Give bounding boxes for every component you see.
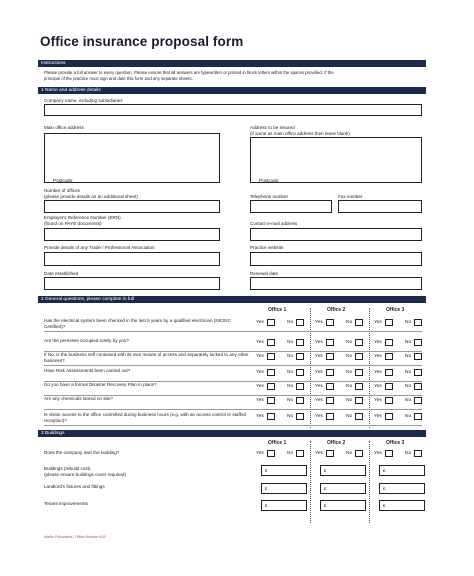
own-building-office-3-yes-label: Yes: [374, 451, 382, 456]
question-6-office-3-yes-checkbox[interactable]: [385, 397, 393, 404]
question-2-office-1-yes-checkbox[interactable]: [267, 339, 275, 346]
own-building-office-3-yes-checkbox[interactable]: [385, 450, 393, 457]
section-2-header: 2 General questions, please complete in full: [38, 296, 426, 303]
question-5-office-2-yes-checkbox[interactable]: [326, 383, 334, 390]
question-4-office-3-yes-checkbox[interactable]: [385, 369, 393, 376]
email-field[interactable]: [250, 228, 422, 241]
question-6-text: Are any chemicals stored on site?: [44, 396, 113, 401]
question-6-office-1-yes-checkbox[interactable]: [267, 397, 275, 404]
question-1-office-3-yes-checkbox[interactable]: [385, 319, 393, 326]
question-4-office-3-no-label: No: [405, 370, 412, 375]
question-3-office-3-no-label: No: [405, 354, 412, 359]
buildings-row-2-office-3-field[interactable]: [379, 483, 425, 494]
question-5-office-1-yes-label: Yes: [256, 384, 264, 389]
buildings-row-2-label: Landlord's fixtures and fittings: [44, 484, 105, 489]
question-6-office-2-no-label: No: [346, 398, 353, 403]
buildings-row-1-office-2-field[interactable]: [320, 465, 366, 476]
office-divider-1: [310, 308, 311, 428]
telephone-field[interactable]: [250, 200, 332, 213]
question-3-office-1-no-checkbox[interactable]: [296, 353, 304, 360]
question-3-office-2-yes-label: Yes: [315, 354, 323, 359]
question-6-office-2-no-checkbox[interactable]: [355, 397, 363, 404]
fax-label: Fax number: [338, 194, 363, 199]
currency-symbol: £: [265, 468, 268, 473]
question-7-office-2-yes-label: Yes: [315, 414, 323, 419]
question-4-office-2-yes-label: Yes: [315, 370, 323, 375]
own-building-office-1-yes-checkbox[interactable]: [267, 450, 275, 457]
question-1-rule: [44, 331, 422, 332]
section-3-office-2-header: Office 2: [327, 440, 346, 446]
trade-association-label: Provide details of any Trade / Professional Association: [44, 245, 155, 250]
ern-label: Employer's Reference Number (ERN): [44, 215, 121, 220]
question-4-office-2-no-checkbox[interactable]: [355, 369, 363, 376]
question-2-office-3-yes-label: Yes: [374, 340, 382, 345]
currency-symbol: £: [383, 486, 386, 491]
question-3-office-1-yes-label: Yes: [256, 354, 264, 359]
buildings-divider-1: [310, 441, 311, 523]
question-2-office-1-no-label: No: [287, 340, 294, 345]
buildings-row-1-office-3-field[interactable]: [379, 465, 425, 476]
office-divider-2: [369, 308, 370, 428]
main-office-postcode-label: Postcode:: [53, 178, 74, 183]
question-2-office-3-no-checkbox[interactable]: [414, 339, 422, 346]
ern-field[interactable]: [44, 228, 220, 241]
question-1-office-1-no-checkbox[interactable]: [296, 319, 304, 326]
question-3-office-1-yes-checkbox[interactable]: [267, 353, 275, 360]
question-5-text: Do you have a formal Disaster Recovery Plan in place?: [44, 382, 157, 387]
instructions-line-2: principal of the practice must sign and date this form and any separate sheets.: [44, 76, 193, 81]
question-5-office-2-no-checkbox[interactable]: [355, 383, 363, 390]
question-6-office-1-yes-label: Yes: [256, 398, 264, 403]
main-office-label: Main office address: [44, 125, 84, 130]
section-2-office-2-header: Office 2: [327, 307, 346, 313]
question-4-office-1-yes-checkbox[interactable]: [267, 369, 275, 376]
question-7-office-3-no-label: No: [405, 414, 412, 419]
question-1-office-2-no-checkbox[interactable]: [355, 319, 363, 326]
question-7-office-3-yes-checkbox[interactable]: [385, 413, 393, 420]
question-7-office-3-no-checkbox[interactable]: [414, 413, 422, 420]
buildings-row-2-office-1-field[interactable]: [261, 483, 307, 494]
question-3-office-3-yes-checkbox[interactable]: [385, 353, 393, 360]
question-7-office-1-yes-checkbox[interactable]: [267, 413, 275, 420]
fax-field[interactable]: [338, 200, 422, 213]
question-3-office-1-no-label: No: [287, 354, 294, 359]
buildings-row-1-office-1-field[interactable]: [261, 465, 307, 476]
question-5-office-3-yes-checkbox[interactable]: [385, 383, 393, 390]
question-1-office-1-no-label: No: [287, 320, 294, 325]
website-label: Practice website: [250, 245, 284, 250]
currency-symbol: £: [265, 486, 268, 491]
instructions-line-1: Please provide a full answer to every question. Please ensure that all answers are typewritten or printed in block letters within the spaces provided. If the: [44, 70, 334, 75]
question-3-office-2-no-checkbox[interactable]: [355, 353, 363, 360]
buildings-row-2-office-2-field[interactable]: [320, 483, 366, 494]
section-3-office-3-header: Office 3: [386, 440, 405, 446]
question-7-office-1-no-label: No: [287, 414, 294, 419]
section-1-header: 1 Name and address details: [38, 87, 426, 94]
question-4-office-3-yes-label: Yes: [374, 370, 382, 375]
question-5-office-1-yes-checkbox[interactable]: [267, 383, 275, 390]
own-building-question: Does the company own the building?: [44, 450, 120, 455]
question-6-office-3-no-label: No: [405, 398, 412, 403]
question-6-rule: [44, 409, 422, 410]
buildings-row-3-office-2-field[interactable]: [320, 500, 366, 511]
instructions-header: Instructions: [38, 60, 426, 67]
question-6-office-3-yes-label: Yes: [374, 398, 382, 403]
num-offices-note: (please provide details on an additional sheet): [44, 194, 138, 199]
question-7-office-1-yes-label: Yes: [256, 414, 264, 419]
address-insured-field[interactable]: [250, 137, 422, 183]
question-6-office-3-no-checkbox[interactable]: [414, 397, 422, 404]
main-office-address-field[interactable]: [44, 133, 220, 183]
section-2-office-3-header: Office 3: [386, 307, 405, 313]
own-building-office-2-no-label: No: [346, 451, 353, 456]
question-7-office-2-no-checkbox[interactable]: [355, 413, 363, 420]
own-building-office-2-no-checkbox[interactable]: [355, 450, 363, 457]
num-offices-label: Number of offices: [44, 188, 80, 193]
question-7-text: Is visitor access to the office controlled during business hours (e.g. with an access control or staffed reception)?: [44, 412, 247, 423]
question-2-office-2-yes-checkbox[interactable]: [326, 339, 334, 346]
question-4-office-1-yes-label: Yes: [256, 370, 264, 375]
num-offices-field[interactable]: [44, 200, 220, 213]
question-3-text: If No, is the business self contained with its own means of access and separately locked to any other business?: [44, 352, 249, 363]
question-5-office-1-no-label: No: [287, 384, 294, 389]
ern-note: (found on PAYE documents): [44, 221, 102, 226]
website-field[interactable]: [250, 252, 422, 266]
trade-association-field[interactable]: [44, 252, 220, 266]
date-established-field[interactable]: [44, 277, 220, 290]
question-1-office-1-yes-checkbox[interactable]: [267, 319, 275, 326]
question-5-office-3-yes-label: Yes: [374, 384, 382, 389]
question-7-office-2-yes-checkbox[interactable]: [326, 413, 334, 420]
question-1-office-1-yes-label: Yes: [256, 320, 264, 325]
question-1-office-2-yes-label: Yes: [315, 320, 323, 325]
question-5-office-1-no-checkbox[interactable]: [296, 383, 304, 390]
question-6-office-2-yes-label: Yes: [315, 398, 323, 403]
currency-symbol: £: [265, 503, 268, 508]
own-building-office-3-no-checkbox[interactable]: [414, 450, 422, 457]
buildings-row-3-office-1-field[interactable]: [261, 500, 307, 511]
question-6-office-1-no-checkbox[interactable]: [296, 397, 304, 404]
date-established-label: Date established: [44, 271, 79, 276]
currency-symbol: £: [324, 468, 327, 473]
question-4-office-1-no-label: No: [287, 370, 294, 375]
page-title: Office insurance proposal form: [40, 34, 244, 49]
currency-symbol: £: [383, 468, 386, 473]
renewal-date-field[interactable]: [250, 277, 422, 290]
insured-postcode-label: Postcode:: [259, 178, 280, 183]
own-building-office-1-no-checkbox[interactable]: [296, 450, 304, 457]
company-name-label: Company name, including subsidiaries: [44, 98, 123, 103]
footer-text: Martin Pellowsina | Office Number 0LB: [44, 535, 106, 539]
question-2-office-2-yes-label: Yes: [315, 340, 323, 345]
question-4-office-2-yes-checkbox[interactable]: [326, 369, 334, 376]
address-insured-note: (if same as main office address then leave blank): [250, 131, 350, 136]
question-1-office-3-no-label: No: [405, 320, 412, 325]
section-3-office-1-header: Office 1: [268, 440, 287, 446]
question-3-office-2-no-label: No: [346, 354, 353, 359]
question-1-office-2-yes-checkbox[interactable]: [326, 319, 334, 326]
question-2-office-2-no-checkbox[interactable]: [355, 339, 363, 346]
question-3-office-3-yes-label: Yes: [374, 354, 382, 359]
question-6-office-1-no-label: No: [287, 398, 294, 403]
buildings-divider-2: [369, 441, 370, 523]
question-2-office-3-no-label: No: [405, 340, 412, 345]
own-building-office-1-yes-label: Yes: [256, 451, 264, 456]
own-building-office-2-yes-checkbox[interactable]: [326, 450, 334, 457]
question-3-office-2-yes-checkbox[interactable]: [326, 353, 334, 360]
own-building-office-3-no-label: No: [405, 451, 412, 456]
buildings-row-1-note: (please ensure buildings cover required): [44, 472, 126, 477]
question-7-rule: [44, 425, 422, 426]
question-4-office-3-no-checkbox[interactable]: [414, 369, 422, 376]
question-1-office-2-no-label: No: [346, 320, 353, 325]
question-5-office-3-no-label: No: [405, 384, 412, 389]
address-insured-label: Address to be insured: [250, 125, 295, 130]
currency-symbol: £: [324, 503, 327, 508]
currency-symbol: £: [383, 503, 386, 508]
question-5-office-2-yes-label: Yes: [315, 384, 323, 389]
buildings-row-3-office-3-field[interactable]: [379, 500, 425, 511]
question-7-office-2-no-label: No: [346, 414, 353, 419]
question-5-office-2-no-label: No: [346, 384, 353, 389]
question-2-office-2-no-label: No: [346, 340, 353, 345]
question-2-text: Are the premises occupied solely by you?: [44, 338, 129, 343]
question-4-text: Have Risk Assessments been carried out?: [44, 368, 131, 373]
question-1-office-3-no-checkbox[interactable]: [414, 319, 422, 326]
question-5-office-3-no-checkbox[interactable]: [414, 383, 422, 390]
own-building-office-2-yes-label: Yes: [315, 451, 323, 456]
question-1-office-3-yes-label: Yes: [374, 320, 382, 325]
telephone-label: Telephone number: [250, 194, 289, 199]
question-2-office-1-no-checkbox[interactable]: [296, 339, 304, 346]
question-4-office-1-no-checkbox[interactable]: [296, 369, 304, 376]
renewal-date-label: Renewal date: [250, 271, 279, 276]
question-3-office-3-no-checkbox[interactable]: [414, 353, 422, 360]
section-2-office-1-header: Office 1: [268, 307, 287, 313]
company-name-field[interactable]: [44, 104, 422, 116]
buildings-row-3-label: Tenant improvements: [44, 501, 88, 506]
section-3-header: 3 Buildings: [38, 430, 426, 437]
email-label: Contact e-mail address: [250, 221, 298, 226]
question-7-office-1-no-checkbox[interactable]: [296, 413, 304, 420]
question-1-text: Has the electrical system been checked in the last 5 years by a qualified electrician (NICEIC Certified)?: [44, 318, 231, 329]
question-2-office-1-yes-label: Yes: [256, 340, 264, 345]
question-2-office-3-yes-checkbox[interactable]: [385, 339, 393, 346]
question-3-rule: [44, 365, 422, 366]
question-4-office-2-no-label: No: [346, 370, 353, 375]
question-7-office-3-yes-label: Yes: [374, 414, 382, 419]
currency-symbol: £: [324, 486, 327, 491]
buildings-row-1-label: Buildings (rebuild cost): [44, 466, 91, 471]
question-6-office-2-yes-checkbox[interactable]: [326, 397, 334, 404]
own-building-office-1-no-label: No: [287, 451, 294, 456]
